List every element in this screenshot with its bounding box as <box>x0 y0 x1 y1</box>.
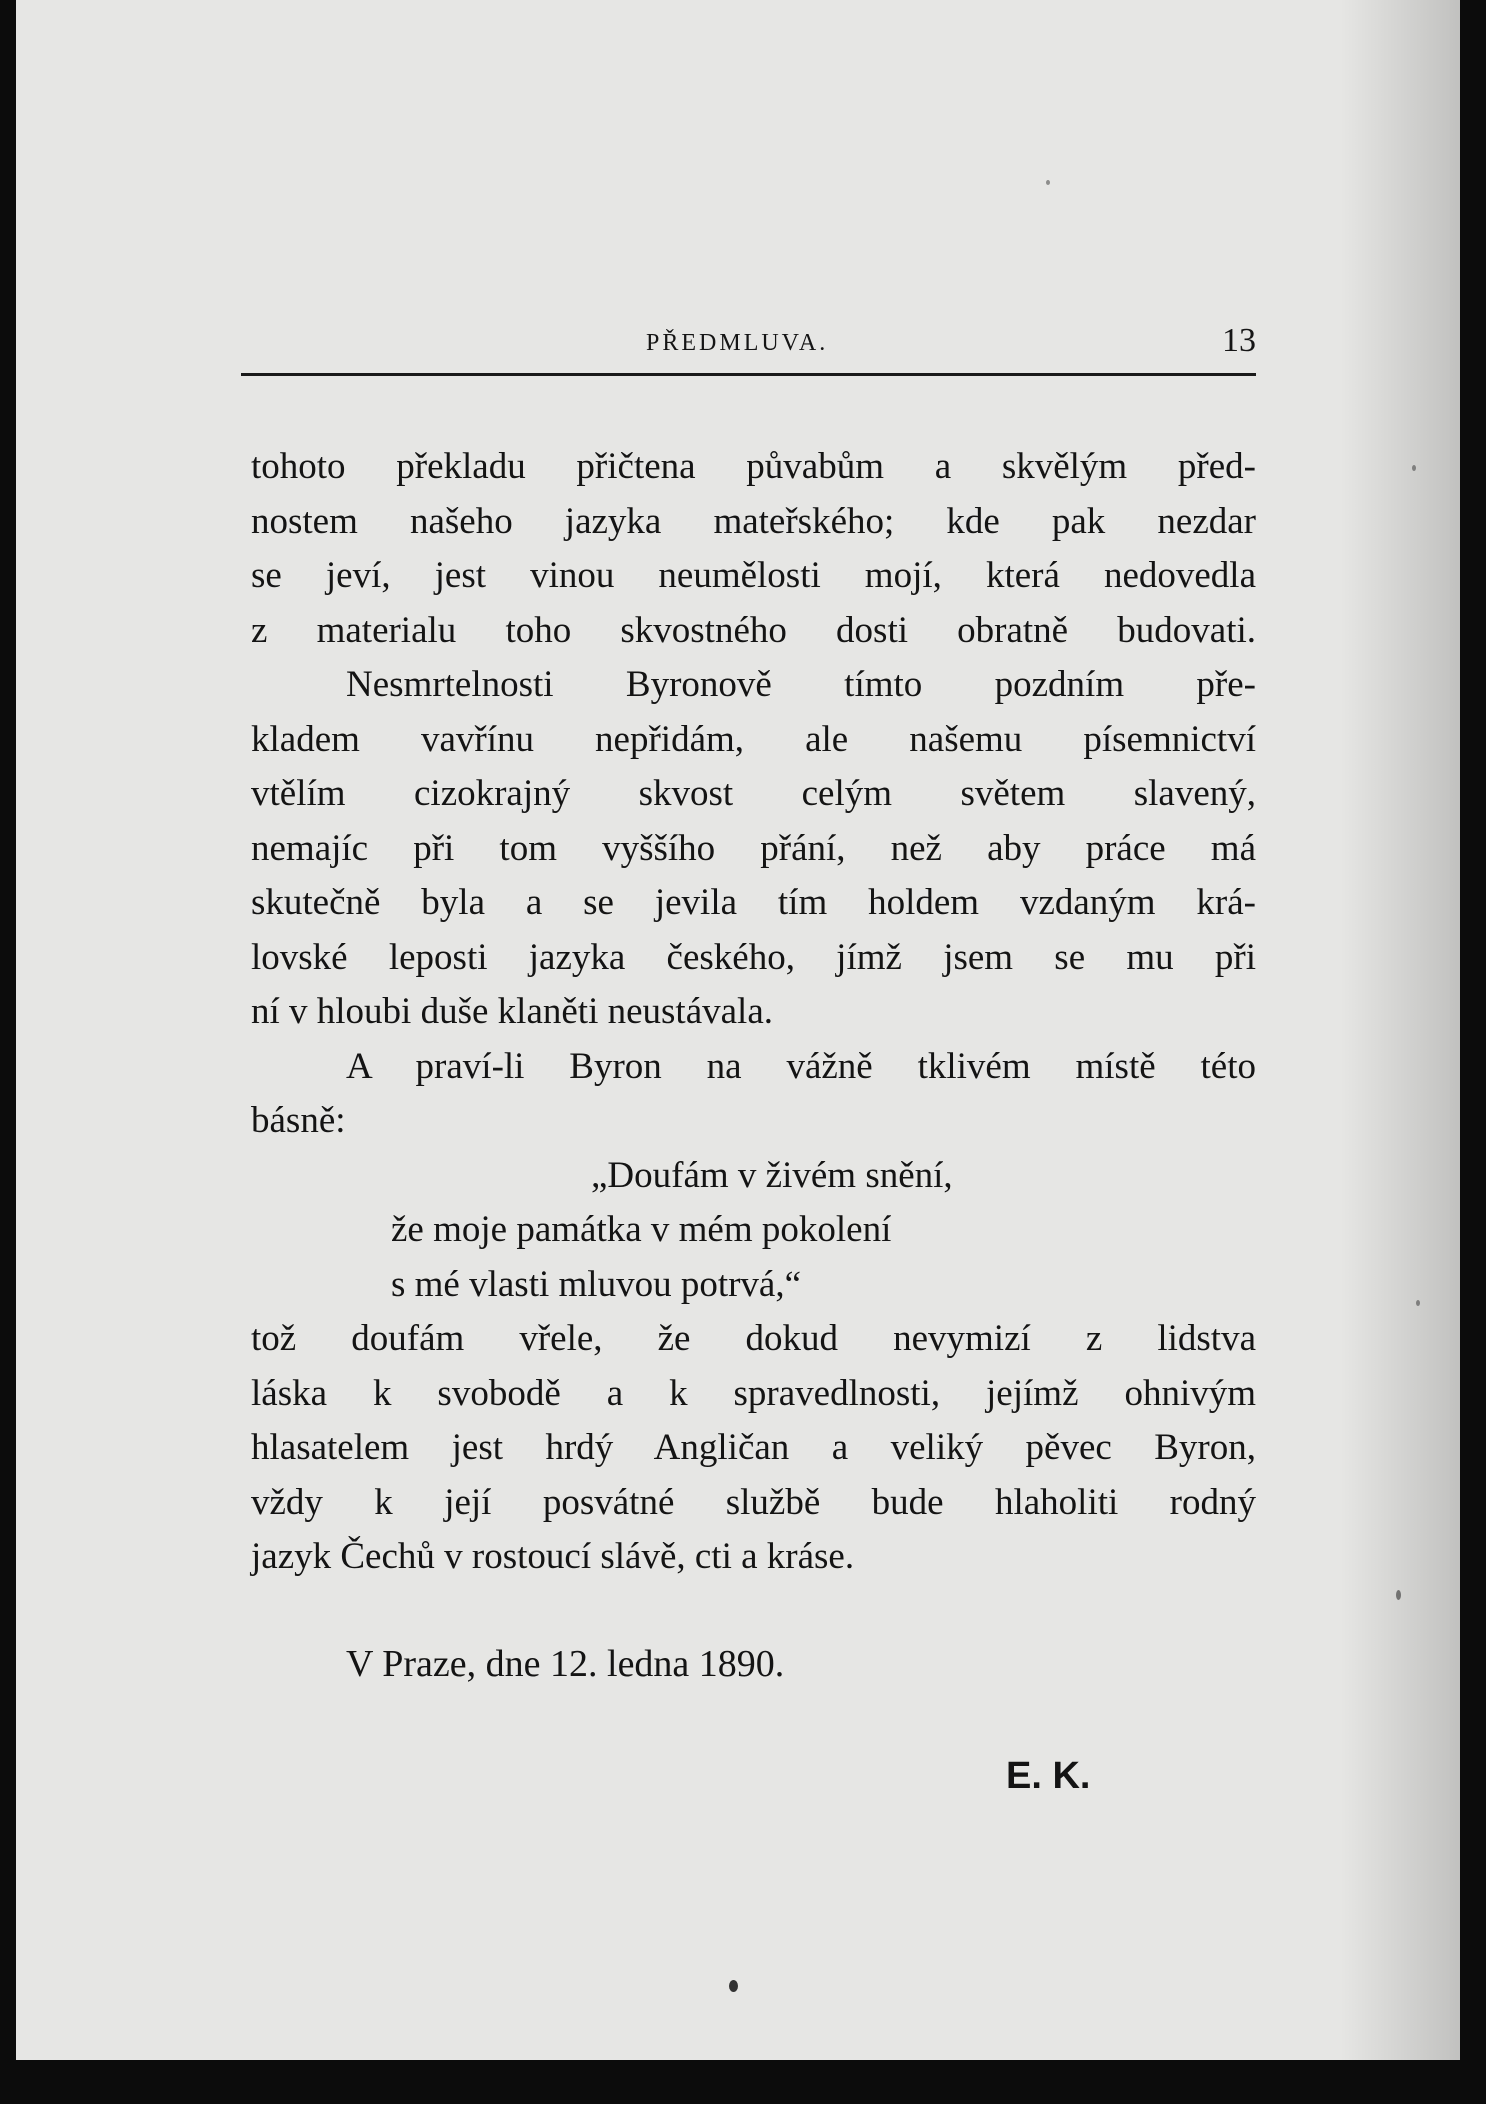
running-title: PŘEDMLUVA. <box>646 330 829 356</box>
header-rule <box>241 373 1256 376</box>
print-speck <box>1046 180 1050 185</box>
signature: E. K. <box>1006 1755 1091 1797</box>
print-speck <box>1416 1300 1420 1306</box>
text-line: A praví-li Byron na vážně tklivém místě této <box>346 1045 1256 1087</box>
page-header <box>241 322 1256 370</box>
text-line: Nesmrtelnosti Byronově tímto pozdním pře- <box>346 664 1256 705</box>
text-line: nostem našeho jazyka mateřského; kde pak nezdar <box>251 500 1256 542</box>
poem-quote <box>251 1149 1256 1313</box>
book-page <box>16 0 1460 2060</box>
text-line: vtělím cizokrajný skvost celým světem slavený, <box>251 773 1256 814</box>
dateline: V Praze, dne 12. ledna 1890. <box>346 1643 785 1685</box>
page-binding-edge <box>0 0 16 2104</box>
page-number: 13 <box>1222 322 1256 359</box>
text-line: tohoto překladu přičtena půvabům a skvělým před- <box>251 446 1256 487</box>
text-line: hlasatelem jest hrdý Angličan a veliký pěvec Byron, <box>251 1427 1256 1468</box>
poem-line: s mé vlasti mluvou potrvá,“ <box>391 1263 802 1305</box>
text-line: se jeví, jest vinou neumělosti mojí, která nedovedla <box>251 555 1256 596</box>
poem-line: „Doufám v živém snění, <box>591 1154 953 1196</box>
text-line: tož doufám vřele, že dokud nevymizí z lidstva <box>251 1318 1256 1359</box>
text-line: kladem vavřínu nepřidám, ale našemu písemnictví <box>251 718 1256 760</box>
print-speck <box>1412 465 1416 471</box>
text-line: skutečně byla a se jevila tím holdem vzdaným krá- <box>251 882 1256 923</box>
text-line: láska k svobodě a k spravedlnosti, jejímž ohnivým <box>251 1372 1256 1414</box>
text-line: básně: <box>251 1100 346 1141</box>
text-line: lovské leposti jazyka českého, jímž jsem se mu při <box>251 936 1256 978</box>
poem-line: že moje památka v mém pokolení <box>391 1209 892 1250</box>
preface-body <box>251 440 1256 1585</box>
text-line: nemajíc při tom vyššího přání, než aby práce má <box>251 827 1256 869</box>
text-line: jazyk Čechů v rostoucí slávě, cti a kráse. <box>251 1536 855 1577</box>
text-line: vždy k její posvátné službě bude hlaholiti rodný <box>251 1481 1256 1523</box>
print-speck <box>1396 1590 1401 1600</box>
text-line: z materialu toho skvostného dosti obratně budovati. <box>251 609 1256 651</box>
text-line: ní v hloubi duše klaněti neustávala. <box>251 991 773 1032</box>
print-speck <box>729 1980 738 1992</box>
